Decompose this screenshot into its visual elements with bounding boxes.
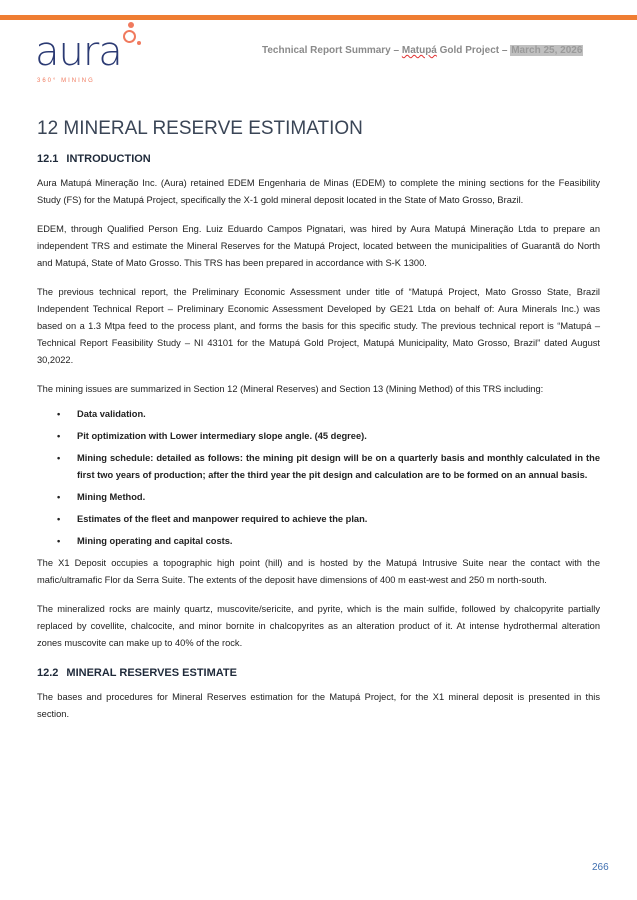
paragraph: EDEM, through Qualified Person Eng. Luiz Eduardo Campos Pignatari, was hired by Aura Matupá Mineração Ltda to prepare an independent TRS and estimate the Mineral Reserves for the Matupá Project, located between the municipalities of Guarantã do North and Matupá, State of Mato Grosso. This TRS has been prepared in accordance with S-K 1300. xyxy=(37,224,600,268)
section-number: 12.1 xyxy=(37,153,59,165)
section-title: INTRODUCTION xyxy=(66,153,151,165)
logo-dot-small xyxy=(128,22,134,28)
bullet-list xyxy=(37,406,600,550)
section-heading xyxy=(37,152,600,167)
bullet-item: • Mining schedule: detailed as follows: the mining pit design will be on a quarterly basis and monthly calculated in the first two years of production; after the third year the pit design and calculation are to be formed on an annual basis. xyxy=(57,450,600,484)
running-header xyxy=(262,45,583,56)
section-heading xyxy=(37,666,600,681)
paragraph: Aura Matupá Mineração Inc. (Aura) retained EDEM Engenharia de Minas (EDEM) to complete the mining sections for the Feasibility Study (FS) for the Matupá Project, specifically the X-1 gold mineral deposit located in the State of Mato Grosso, Brazil. xyxy=(37,178,600,205)
bullet-item: • Mining operating and capital costs. xyxy=(57,533,600,550)
bullet-item: • Mining Method. xyxy=(57,489,600,506)
header-prefix: Technical Report Summary – xyxy=(262,45,402,56)
bullet-item: • Estimates of the fleet and manpower required to achieve the plan. xyxy=(57,511,600,528)
logo-wordmark: aura xyxy=(35,29,122,75)
page-body xyxy=(37,116,600,735)
paragraph: The mineralized rocks are mainly quartz, muscovite/sericite, and pyrite, which is the main sulfide, followed by chalcopyrite partially replaced by covellite, chalcocite, and minor bornite in chalcopyrites as an alteration product of it. At intense hydrothermal alteration zones muscovite can make up to 40% of the rock. xyxy=(37,604,600,648)
paragraph: The X1 Deposit occupies a topographic high point (hill) and is hosted by the Matupá Intrusive Suite near the contact with the mafic/ultramafic Flor da Serra Suite. The extents of the deposit have dimensions of 400 m east-west and 250 m north-south. xyxy=(37,558,600,585)
header-middle: Gold Project – xyxy=(436,45,511,56)
logo-ring xyxy=(123,30,136,43)
paragraph: The mining issues are summarized in Section 12 (Mineral Reserves) and Section 13 (Mining Method) of this TRS including: xyxy=(37,384,544,394)
chapter-title: 12 MINERAL RESERVE ESTIMATION xyxy=(37,118,363,139)
header-project: Matupá xyxy=(401,45,437,56)
paragraph: The bases and procedures for Mineral Reserves estimation for the Matupá Project, for the X1 mineral deposit is presented in this section. xyxy=(37,692,600,719)
paragraph: The previous technical report, the Preliminary Economic Assessment under title of “Matupá Project, Mato Grosso State, Brazil Independent Technical Report – Preliminary Economic Assessment Developed by GE21 Ltda on behalf of: Aura Minerals Inc.) was based on a 1.3 Mtpa feed to the process plant, and forms the basis for this specific study. The previous technical report is “Matupá – Technical Report Feasibility Study – NI 43101 for the Matupá Gold Project, Matupá Municipality, Mato Grosso, Brazil” dated August 30,2022. xyxy=(37,287,600,365)
page-number: 266 xyxy=(592,862,609,873)
header-date: March 25, 2026 xyxy=(511,45,583,56)
bullet-item: • Data validation. xyxy=(57,406,600,423)
logo-tagline: 360° MINING xyxy=(37,78,95,84)
section-number: 12.2 xyxy=(37,667,59,679)
header-accent-bar xyxy=(0,15,637,20)
section-title: MINERAL RESERVES ESTIMATE xyxy=(66,667,237,679)
logo-dot-tiny xyxy=(137,41,141,45)
bullet-item: • Pit optimization with Lower intermediary slope angle. (45 degree). xyxy=(57,428,600,445)
aura-logo xyxy=(35,22,165,88)
